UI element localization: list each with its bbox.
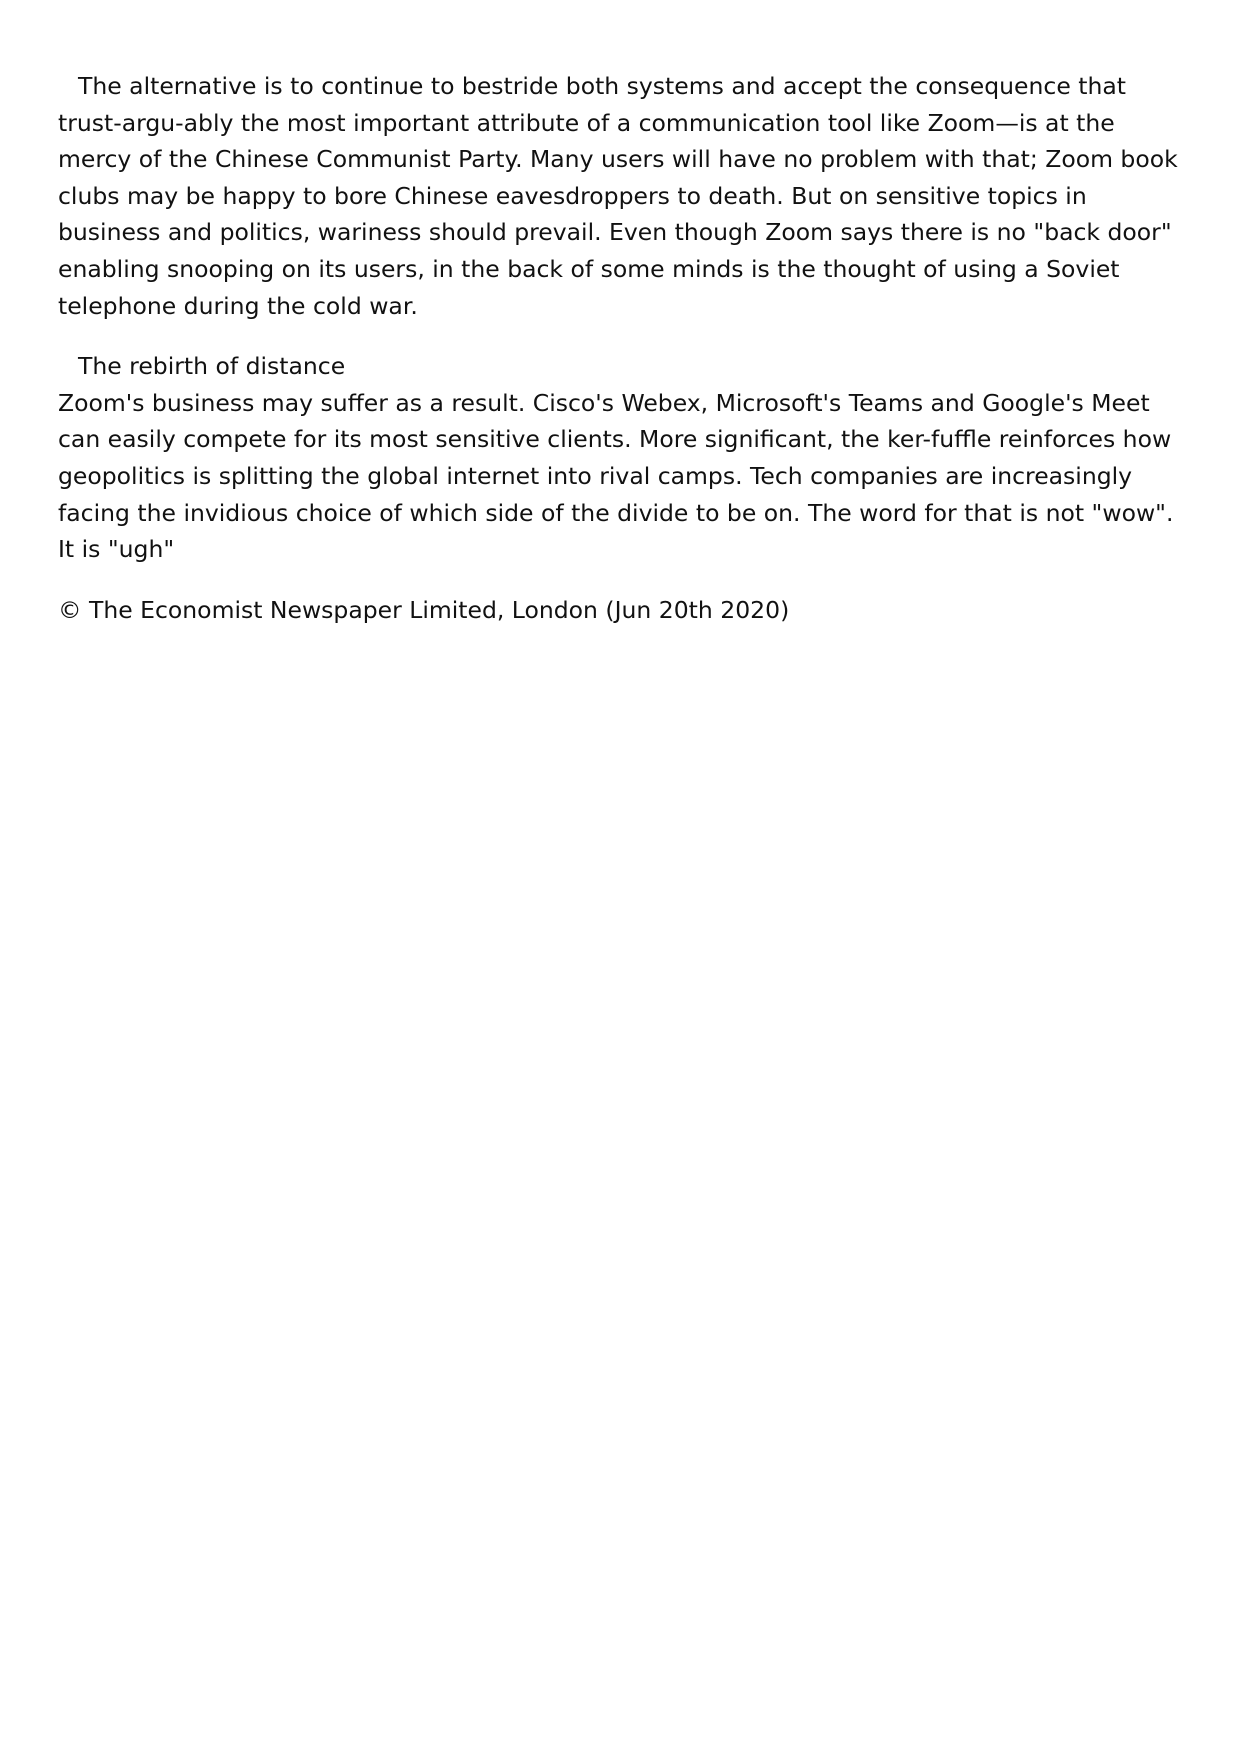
section-subheading: The rebirth of distance	[78, 352, 346, 381]
article-page	[58, 68, 1188, 628]
copyright-notice: © The Economist Newspaper Limited, London (Jun 20th 2020)	[58, 595, 790, 624]
article-paragraph: The alternative is to continue to bestride both systems and accept the consequence that trust-argu-ably the most important attribute of a communication tool like Zoom—is at the mercy of the Chinese Communist Party. Many users will have no problem with that; Zoom book clubs may be happy to bore Chinese eavesdroppers to death. But on sensitive topics in business and politics, wariness should prevail. Even though Zoom says there is no "back door" enabling snooping on its users, in the back of some minds is the thought of using a Soviet telephone during the cold war.	[58, 72, 1178, 320]
article-paragraph: Zoom's business may suffer as a result. Cisco's Webex, Microsoft's Teams and Google's Meet can easily compete for its most sensitive clients. More significant, the ker-fuffle reinforces how geopolitics is splitting the global internet into rival camps. Tech companies are increasingly facing the invidious choice of which side of the divide to be on. The word for that is not "wow". It is "ugh"	[58, 388, 1174, 564]
